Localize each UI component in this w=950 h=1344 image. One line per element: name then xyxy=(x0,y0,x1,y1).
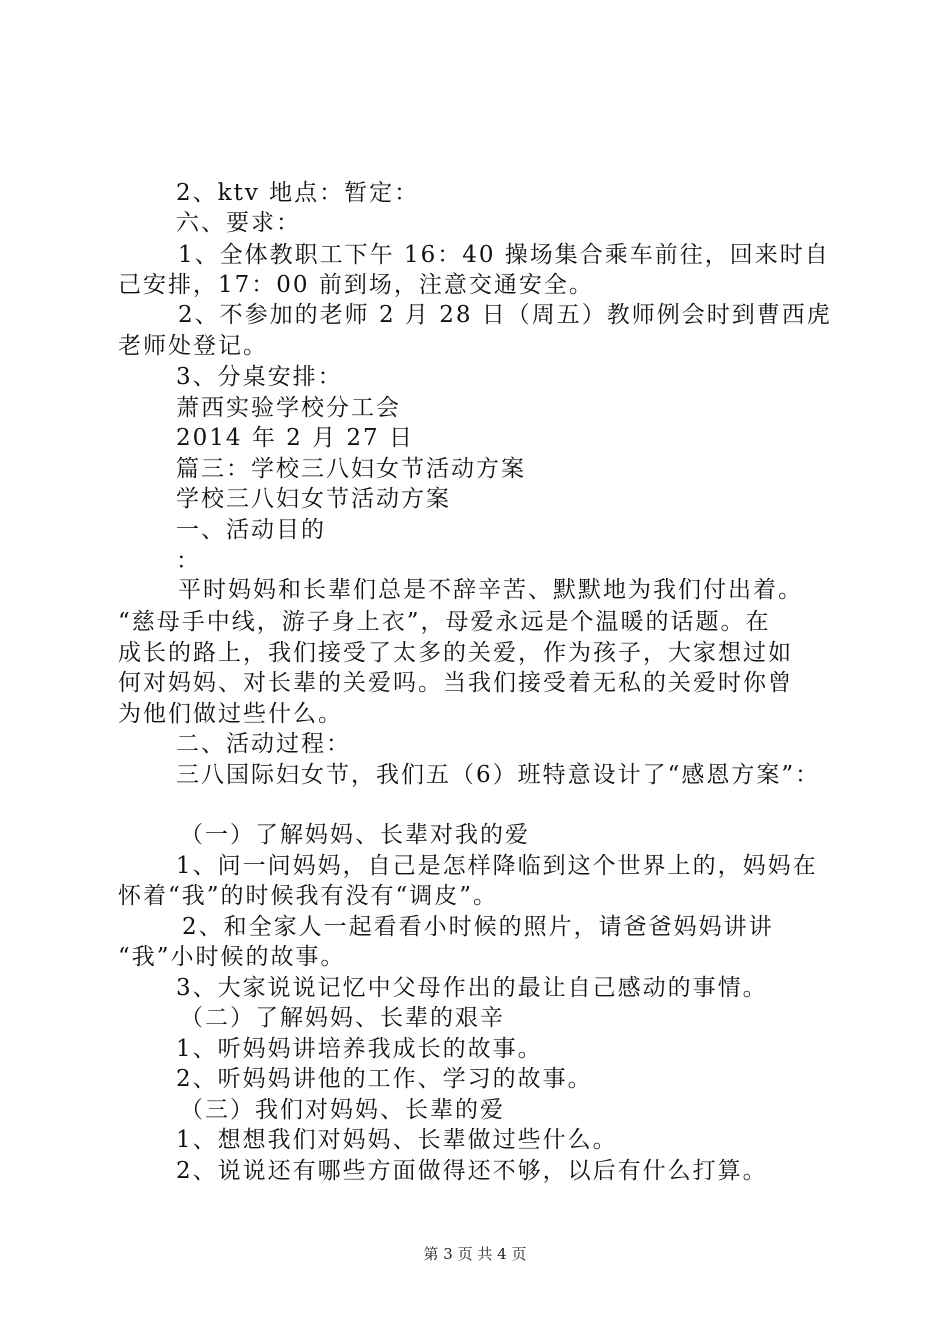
text-line: 己安排，17：00 前到场，注意交通安全。 xyxy=(118,272,594,298)
signature-org: 萧西实验学校分工会 xyxy=(176,395,401,421)
subsection-heading: （二）了解妈妈、长辈的艰辛 xyxy=(180,1005,505,1031)
paragraph-line: 何对妈妈、对长辈的关爱吗。当我们接受着无私的关爱时你曾 xyxy=(118,670,793,696)
paragraph-line: 成长的路上，我们接受了太多的关爱，作为孩子，大家想过如 xyxy=(118,640,793,666)
page-number-footer: 第 3 页 共 4 页 xyxy=(423,1245,527,1263)
document-title: 学校三八妇女节活动方案 xyxy=(176,486,451,512)
text-line: 2、不参加的老师 2 月 28 日（周五）教师例会时到曹西虎 xyxy=(178,302,832,328)
chapter-title: 篇三：学校三八妇女节活动方案 xyxy=(176,456,526,482)
text-line: 三八国际妇女节，我们五（6）班特意设计了“感恩方案”： xyxy=(176,762,821,788)
section-heading: 六、要求： xyxy=(176,210,301,236)
text-line: 2、和全家人一起看看小时候的照片，请爸爸妈妈讲讲 xyxy=(182,914,774,940)
text-line: 老师处登记。 xyxy=(118,333,268,359)
text-line: 1、全体教职工下午 16：40 操场集合乘车前往，回来时自 xyxy=(178,242,830,268)
text-line: 1、听妈妈讲培养我成长的故事。 xyxy=(176,1036,543,1062)
text-line: 2、听妈妈讲他的工作、学习的故事。 xyxy=(176,1066,593,1092)
subsection-heading: （一）了解妈妈、长辈对我的爱 xyxy=(180,822,530,848)
signature-date: 2014 年 2 月 27 日 xyxy=(176,425,414,451)
subsection-heading: （三）我们对妈妈、长辈的爱 xyxy=(180,1097,505,1123)
paragraph-line: 为他们做过些什么。 xyxy=(118,701,343,727)
text-line: “我”小时候的故事。 xyxy=(118,944,346,970)
text-line: 1、问一问妈妈，自己是怎样降临到这个世界上的，妈妈在 xyxy=(176,853,818,879)
text-line: 2、说说还有哪些方面做得还不够，以后有什么打算。 xyxy=(176,1158,768,1184)
paragraph-line: “慈母手中线，游子身上衣”，母爱永远是个温暖的话题。在 xyxy=(118,609,771,635)
text-line: 3、大家说说记忆中父母作出的最让自己感动的事情。 xyxy=(176,975,768,1001)
text-line: 3、分桌安排： xyxy=(176,364,343,390)
text-line: 2、ktv 地点：暂定： xyxy=(176,180,420,206)
section-heading: 一、活动目的 xyxy=(176,517,326,543)
paragraph-line: 平时妈妈和长辈们总是不辞辛苦、默默地为我们付出着。 xyxy=(178,577,803,603)
text-line: ： xyxy=(176,548,201,574)
section-heading: 二、活动过程： xyxy=(176,731,351,757)
text-line: 怀着“我”的时候我有没有“调皮”。 xyxy=(118,883,499,909)
text-line: 1、想想我们对妈妈、长辈做过些什么。 xyxy=(176,1127,618,1153)
